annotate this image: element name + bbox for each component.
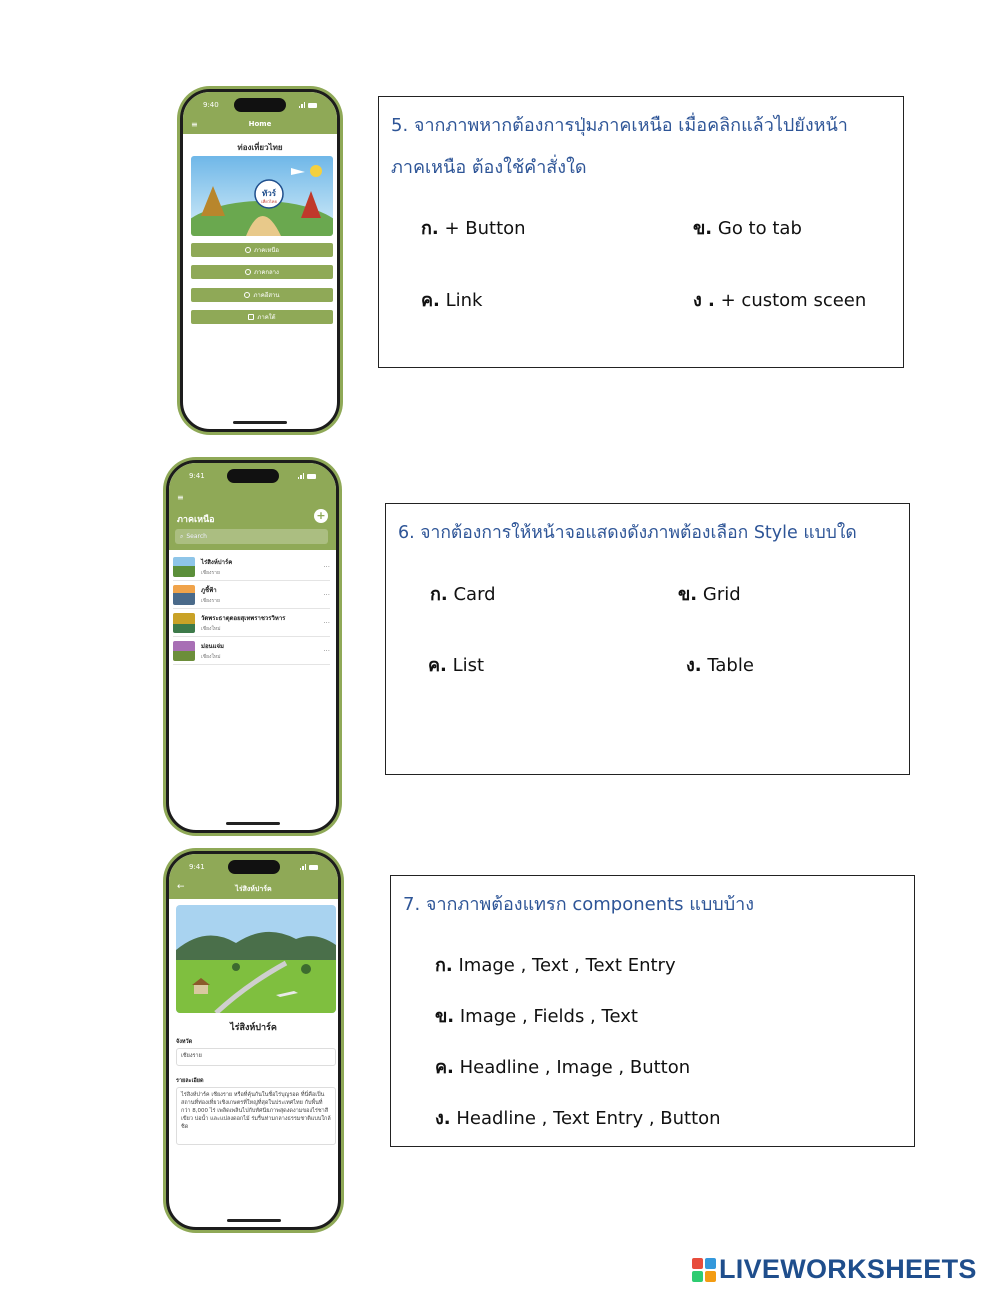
more-icon[interactable]: ··· [323,618,330,627]
list-item[interactable]: ม่อนแจ่ม เชียงใหม่ ··· [173,637,330,665]
item-thumbnail [173,585,195,605]
option-5a[interactable]: ก. + Button [421,218,526,239]
question-5-text-line1: 5. จากภาพหากต้องการปุ่มภาคเหนือ เมื่อคลิกแล้วไปยังหน้า [391,115,848,136]
list-item[interactable]: วัดพระธาตุดอยสุเทพราชวรวิหาร เชียงใหม่ ··· [173,609,330,637]
banner-logo-subtext: เที่ยวไทย [261,199,277,204]
back-arrow-icon[interactable]: ← [177,882,185,892]
option-5d[interactable]: ง . + custom sceen [693,290,867,311]
question-6-text: 6. จากต้องการให้หน้าจอแสดงดังภาพต้องเลือก Style แบบใด [398,523,857,543]
home-indicator [227,1219,281,1222]
battery-icon [307,474,316,479]
button-northeast[interactable]: ภาคอีสาน [191,288,333,302]
header-title: ไร่สิงห์ปาร์ค [235,885,272,893]
phone-list-screen [166,460,339,833]
button-south[interactable]: ภาคใต้ [191,310,333,324]
button-north[interactable]: ภาคเหนือ [191,243,333,257]
dynamic-island [227,469,279,483]
option-5c[interactable]: ค. Link [421,290,483,311]
liveworksheets-logo [692,1254,977,1285]
dynamic-island [234,98,286,112]
option-7a[interactable]: ก. Image , Text , Text Entry [435,955,676,976]
question-7-text: 7. จากภาพต้องแทรก components แบบบ้าง [403,894,755,915]
detail-text-entry[interactable]: ไร่สิงห์ปาร์ค เชียงราย หรือที่คุ้นกันในชื่อไร่บุญรอด ที่นี่คือเป็นสถานที่ท่องเที่ยวเชิงเกษตรที่ใหญ่ที่สุดในประเทศไทย กับพื้นที่กว่า 8,000 ไร่ เพลิดเพลินไปกับทัศนียภาพสุดงดงามของไร่ชาสีเขียว บ่อน้ำ และแปลงดอกไม้ ร่มรื่นท่ามกลางธรรมชาติแบบใกล้ชิด [176,1087,336,1145]
item-thumbnail [173,641,195,661]
logo-text: LIVEWORKSHEETS [719,1254,977,1284]
battery-icon [309,865,318,870]
list-item[interactable]: ไร่สิงห์ปาร์ค เชียงราย ··· [173,553,330,581]
detail-label: รายละเอียด [176,1078,204,1084]
item-thumbnail [173,613,195,633]
question-6-box [385,503,910,775]
option-6b[interactable]: ข. Grid [678,584,741,605]
people-icon [245,269,251,275]
signal-icon [299,102,306,108]
list-item[interactable]: ภูชี้ฟ้า เชียงราย ··· [173,581,330,609]
header-title: Home [248,120,272,128]
banner-logo-text: ทัวร์ [261,189,277,198]
question-5-text-line2: ภาคเหนือ ต้องใช้คำสั่งใด [391,157,587,178]
button-central[interactable]: ภาคกลาง [191,265,333,279]
search-icon: ⌕ [180,532,184,540]
status-time: 9:41 [189,863,205,871]
option-5b[interactable]: ข. Go to tab [693,218,802,239]
option-6d[interactable]: ง. Table [686,655,754,676]
option-7c[interactable]: ค. Headline , Image , Button [435,1057,691,1078]
location-icon [244,292,250,298]
globe-icon [245,247,251,253]
option-6c[interactable]: ค. List [428,655,485,676]
phone-detail-screen [166,851,341,1230]
banner-image [191,156,333,236]
option-7b[interactable]: ข. Image , Fields , Text [435,1006,638,1027]
place-name: ไร่สิงห์ปาร์ค [230,1023,277,1033]
screen-title: ภาคเหนือ [177,515,215,525]
more-icon[interactable]: ··· [323,646,330,655]
item-thumbnail [173,557,195,577]
option-7d[interactable]: ง. Headline , Text Entry , Button [435,1108,721,1129]
dynamic-island [228,860,280,874]
place-photo [176,905,336,1013]
question-5-box [378,96,904,368]
option-6a[interactable]: ก. Card [430,584,496,605]
app-title: ท่องเที่ยวไทย [237,143,283,152]
battery-icon [308,103,317,108]
more-icon[interactable]: ··· [323,590,330,599]
menu-icon[interactable]: ≡ [191,120,198,129]
play-icon [248,314,254,320]
question-7-box [390,875,915,1147]
logo-tiles-icon [692,1258,716,1282]
add-icon[interactable]: + [314,509,328,523]
home-indicator [226,822,280,825]
phone-home-screen [180,89,340,432]
status-time: 9:40 [203,101,219,109]
signal-icon [300,864,307,870]
menu-icon[interactable]: ≡ [177,493,184,502]
province-label: จังหวัด [176,1039,193,1045]
signal-icon [298,473,305,479]
home-indicator [233,421,287,424]
status-time: 9:41 [189,472,205,480]
province-field[interactable]: เชียงราย [176,1048,336,1066]
more-icon[interactable]: ··· [323,562,330,571]
search-input[interactable]: ⌕ Search [175,529,328,544]
